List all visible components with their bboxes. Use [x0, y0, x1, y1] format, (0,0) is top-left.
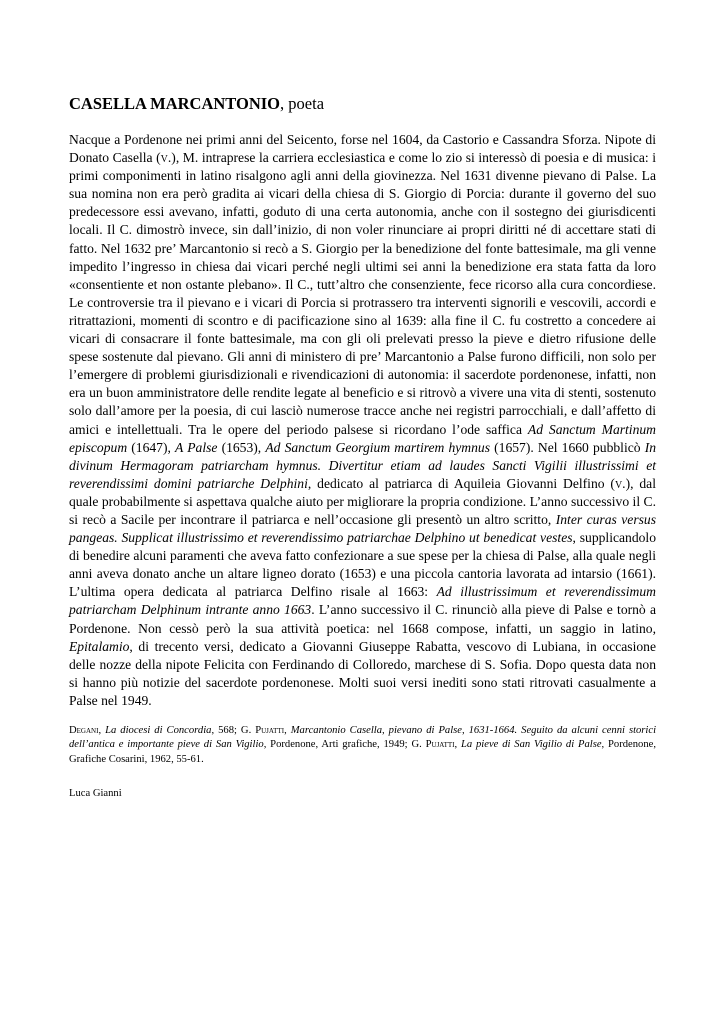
bibliography-segment: Degani [69, 725, 99, 736]
body-text-segment: In divinum Hermagoram patriarcham hymnus. Divertitur etiam ad laudes Sancti Vigilii illustrissimi et reverendissimi domini patriarche Delphini [69, 439, 657, 491]
body-text-segment: Nacque a Pordenone nei primi anni del Seicento, forse nel 1604, da Castorio e Cassandra Sforza. Nipote di Donato Casella ( [69, 132, 656, 166]
body-text-segment: (1657). Nel 1660 pubblicò [490, 439, 645, 455]
body-text-segment: , dedicato al patriarca di Aquileia Giovanni Delfino ( [307, 475, 615, 491]
entry-body [69, 131, 656, 710]
bibliography-segment: , [284, 725, 291, 736]
body-text-segment: Ad illustrissimum et reverendissimum patriarcham Delphinum intrante anno 1663 [69, 584, 656, 618]
bibliography-segment: Marcantonio Casella, pievano di Palse, 1631-1664. Seguito da alcuni cenni storici dell’antica e importante pieve di San Vigilio [69, 725, 657, 751]
bibliography-segment: La diocesi di Concordia [105, 725, 212, 736]
body-text-segment: , di trecento versi, dedicato a Giovanni Giuseppe Rabatta, vescovo di Lubiana, in occasione delle nozze della nipote Felicita con Ferdinando di Colloredo, marchese di S. Sofia. Dopo questa data non si hanno più notizie del sacerdote pordenonese. Molti suoi versi inediti sono stati ritrovati casualmente a Palse nel 1949. [69, 638, 656, 708]
document-page [69, 94, 656, 801]
bibliography [69, 724, 656, 767]
body-text-segment: , supplicandolo di benedire alcuni paramenti che aveva fatto confezionare a sue spese per la chiesa di Palse, alla quale negli anni aveva donato anche un altare ligneo dorato (1653) e una piccola cantoria lavorata ad intarsio (1661). L’ultima opera dedicata al patriarca Delfino risale al 1663: [69, 530, 656, 600]
entry-title [69, 94, 656, 114]
bibliography-segment: , Pordenone, Grafiche Cosarini, 1962, 55-61. [69, 739, 656, 765]
body-text-segment: Ad Sanctum Martinum episcopum [69, 421, 656, 455]
body-text-segment: ), M. intraprese la carriera ecclesiastica e come lo zio si interessò di poesia e di musica: i primi componimenti in latino risalgono agli anni della giovinezza. Nel 1631 divenne pievano di Palse. La sua nomina non era però gradita ai vicari della chiesa di S. Giorgio di Porcia: durante il governo del suo predecessore essi avevano, infatti, goduto di una certa autonomia, anche con il sostegno dei giurisdicenti locali. Il C. dimostrò invece, sin dall’inizio, di non voler rinunciare ai propri diritti né di accettare stati di fatto. Nel 1632 pre’ Marcantonio si recò a S. Giorgio per la benedizione del fonte battesimale, ma gli venne impedito l’ingresso in chiesa dai vicari perché negli ultimi sei anni la benedizione era stata fatta da loro «consentiente et non ostante plebano». Il C., tutt’altro che consenziente, fece ricorso alla cura concordiese. Le controversie tra il pievano e i vicari di Porcia si protrassero tra interventi signorili e vescovili, accordi e ritrattazioni, momenti di scontro e di pacificazione sino al 1639: alla fine il C. fu costretto a concedere ai vicari di consacrare il fonte battesimale, ma con gli oli prelevati presso la pieve e dietro rifusione delle spese sostenute dal pievano. Gli anni di ministero di pre’ Marcantonio a Palse furono difficili, non solo per l’emergere di problemi giurisdizionali e rivendicazioni di autonomia: il sacerdote pordenonese, infatti, non era un buon amministratore delle rendite legate al beneficio e si ritrovò a vivere una vita di stenti, sostenuto solo dall’amore per la poesia, di cui lasciò numerose tracce anche nei registri parrocchiali, e dall’affetto di amici e intellettuali. Tra le opere del periodo palsese si ricordano l’ode saffica [69, 150, 656, 437]
bibliography-segment: , [98, 725, 106, 736]
body-text-segment: A Palse [175, 439, 218, 455]
author-signature: Luca Gianni [69, 787, 122, 799]
body-text-segment: . L’anno successivo il C. rinunciò alla pieve di Palse e tornò a Pordenone. Non cessò però la sua attività poetica: nel 1668 compose, infatti, un saggio in latino, [69, 602, 656, 636]
body-text-segment: Epitalamio [69, 638, 130, 654]
bibliography-segment: Pujatti [255, 725, 285, 736]
bibliography-segment: Pujatti [425, 739, 455, 751]
body-text-segment: ), dal quale probabilmente si aspettava qualche aiuto per migliorare la propria condizione. L’anno successivo il C. si recò a Sacile per incontrare il patriarca e nell’occasione gli presentò un altro scritto, [69, 475, 656, 527]
entry-title-qualifier: , poeta [280, 94, 325, 113]
body-text-segment: (1653), [217, 439, 266, 455]
bibliography-segment: , [454, 739, 461, 751]
body-text-segment: v. [160, 150, 172, 166]
bibliography-segment: La pieve di San Vigilio di Palse [460, 739, 602, 751]
bibliography-segment: , 568; G. [211, 725, 256, 736]
body-text-segment: Ad Sanctum Georgium martirem hymnus [265, 439, 491, 455]
entry-title-name: CASELLA MARCANTONIO [69, 94, 281, 113]
bibliography-segment: , Pordenone, Arti grafiche, 1949; G. [263, 739, 426, 751]
body-text-segment: Inter curas versus pangeas. Supplicat illustrissimo et reverendissimo patriarchae Delphino ut benedicat vestes [69, 511, 656, 546]
body-text-segment: (1647), [127, 439, 176, 455]
body-text-segment: v. [614, 475, 626, 491]
